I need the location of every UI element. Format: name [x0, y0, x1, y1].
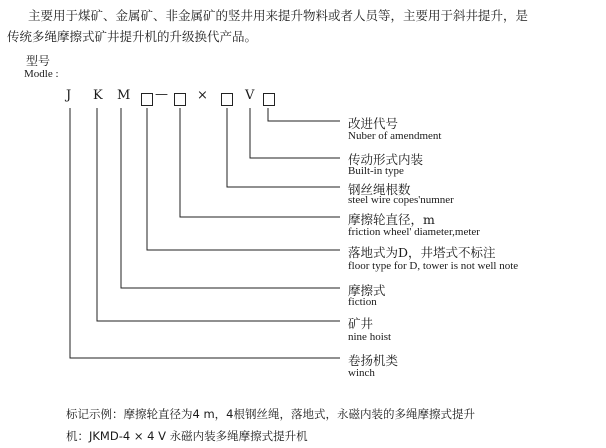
legend-built-in-en: Built-in type [348, 165, 404, 177]
leader-line-friction [121, 108, 340, 288]
legend-winch-en: winch [348, 367, 375, 379]
legend-amendment-cn: 改进代号 [348, 116, 399, 131]
model-label-en: Modle : [24, 68, 59, 80]
code-letter-j: J [66, 88, 72, 103]
example-line-1: 标记示例：摩擦轮直径为4 m，4根钢丝绳，落地式，永磁内装的多绳摩擦式提升 [66, 407, 475, 421]
model-label-cn: 型号 [26, 54, 51, 68]
leader-line-mine [97, 108, 340, 321]
code-letter-k: K [93, 88, 103, 103]
legend-amendment-en: Nuber of amendment [348, 130, 442, 142]
code-dash: — [155, 87, 168, 102]
legend-rope-count-en: steel wire copes'numner [348, 194, 454, 206]
code-times: × [197, 88, 208, 103]
leader-line-diameter [180, 108, 340, 217]
leader-line-built-in [250, 108, 340, 158]
code-letter-v: V [245, 88, 255, 103]
legend-mine-en: nine hoist [348, 331, 392, 343]
legend-diameter-cn: 摩擦轮直径，m [348, 212, 435, 227]
legend-friction-en: fiction [348, 296, 377, 308]
leader-line-floor-type [147, 108, 340, 250]
code-letter-m: M [117, 88, 131, 103]
leader-line-amendment [268, 108, 340, 121]
intro-line-2: 传统多绳摩擦式矿井提升机的升级换代产品。 [7, 29, 258, 44]
legend-mine-cn: 矿井 [348, 316, 374, 331]
legend-floor-type-en: floor type for D, tower is not well note [348, 260, 519, 272]
legend-friction-cn: 摩擦式 [348, 283, 386, 298]
legend-winch-cn: 卷扬机类 [348, 353, 399, 368]
legend-floor-type-cn: 落地式为D，井塔式不标注 [348, 245, 496, 260]
intro-line-1: 主要用于煤矿、金属矿、非金属矿的竖井用来提升物料或者人员等，主要用于斜井提升，是 [28, 8, 529, 23]
example-line-2: 机：JKMD-4 × 4 V 永磁内装多绳摩擦式提升机 [66, 429, 308, 443]
legend-built-in-cn: 传动形式内装 [348, 152, 424, 167]
legend-rope-count-cn: 钢丝绳根数 [348, 182, 411, 197]
leader-line-rope-count [227, 108, 340, 187]
legend-diameter-en: friction wheel' diameter,meter [348, 226, 480, 238]
